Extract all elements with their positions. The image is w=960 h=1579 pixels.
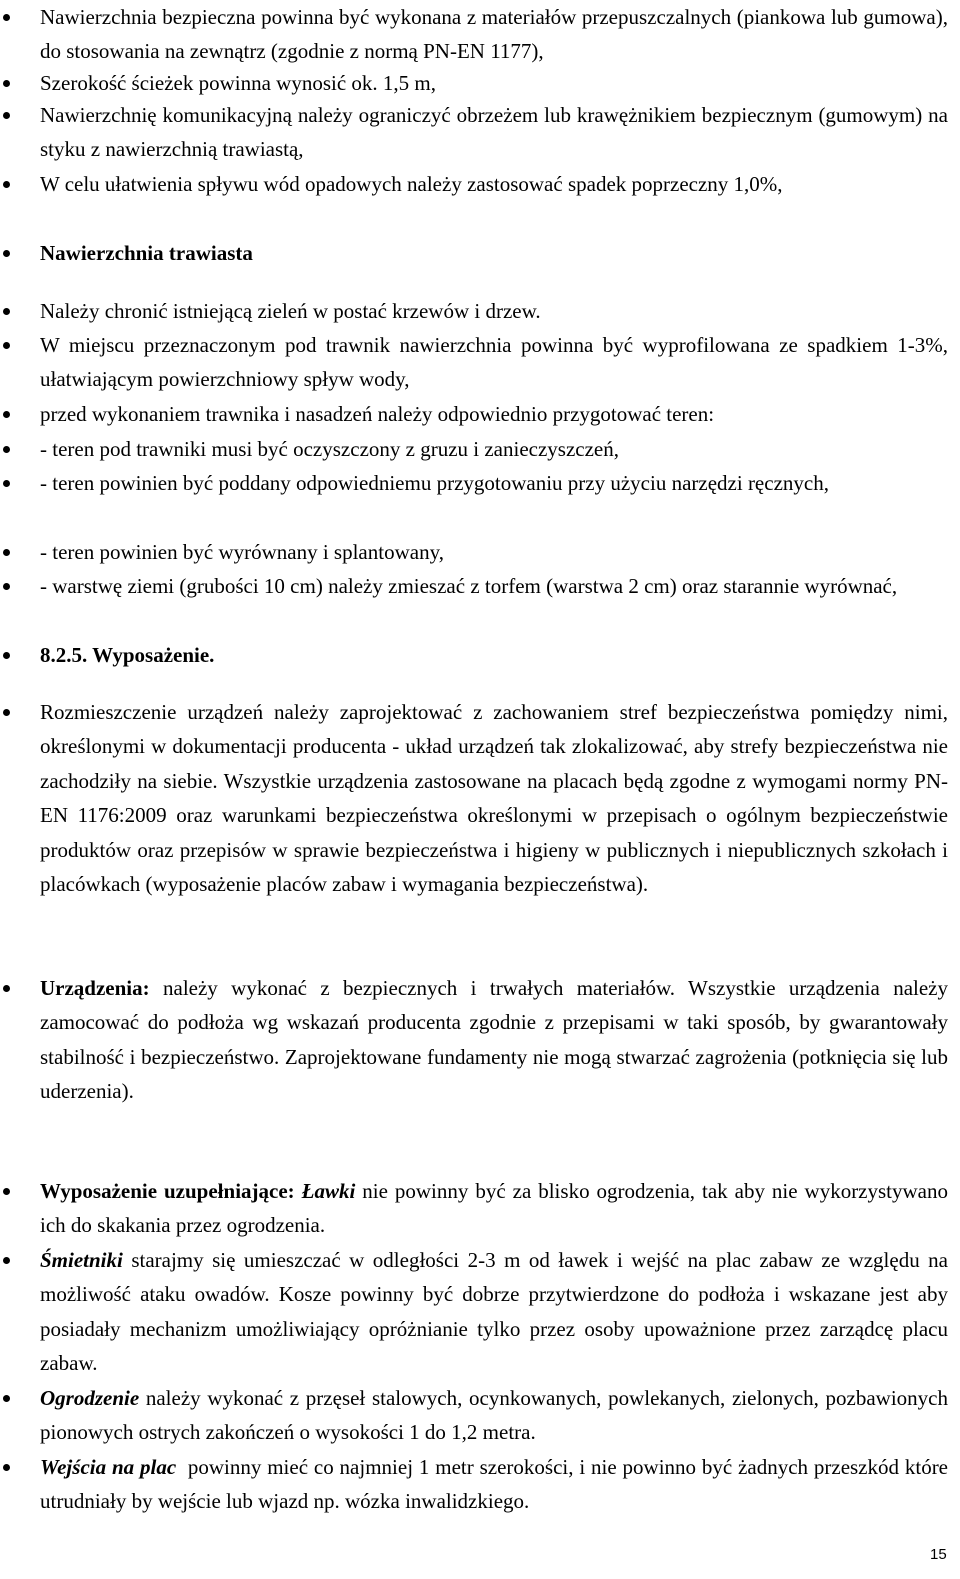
page-number: 15 <box>930 1546 947 1563</box>
list-item-text: przed wykonaniem trawnika i nasadzeń należy odpowiednio przygotować teren: <box>40 402 715 426</box>
lead-term: Śmietniki <box>40 1248 123 1272</box>
list-item-text: - teren pod trawniki musi być oczyszczony z gruzu i zanieczyszczeń, <box>40 437 619 461</box>
list-item-text: - teren powinien być poddany odpowiedniemu przygotowaniu przy użyciu narzędzi ręcznych, <box>40 471 829 495</box>
bullet-icon <box>3 583 10 590</box>
lead-term: Wejścia na plac <box>40 1455 177 1479</box>
body-text: starajmy się umieszczać w odległości 2-3 m od ławek i wejść na plac zabaw ze względu na możliwość ataku owadów. Kosze powinny być dobrze przytwierdzone do podłoża i wskazane jest aby posiadały mechanizm umożliwiający opróżnianie tylko przez osoby upoważnione przez zarządcę placu zabaw. <box>40 1248 948 1376</box>
section-heading: Nawierzchnia trawiasta <box>40 241 253 265</box>
lead-term: Ogrodzenie <box>40 1386 140 1410</box>
list-item-text: Rozmieszczenie urządzeń należy zaprojektować z zachowaniem stref bezpieczeństwa pomiędzy nimi, określonymi w dokumentacji producenta - układ urządzeń tak zlokalizować, aby strefy bezpieczeństwa nie zachodziły na siebie. Wszystkie urządzenia zastosowane na placach będą zgodne z wymogami normy PN-EN 1176:2009 oraz warunkami bezpieczeństwa określonymi w przepisach o ogólnym bezpieczeństwie produktów oraz przepisów w sprawie bezpieczeństwa i higieny w publicznych i niepublicznych szkołach i placówkach (wyposażenie placów zabaw i wymagania bezpieczeństwa). <box>40 700 948 897</box>
list-item-text <box>40 1450 954 1519</box>
body-text: należy wykonać z bezpiecznych i trwałych materiałów. Wszystkie urządzenia należy zamocować do podłoża wg wskazań producenta zgodnie z przepisami w taki sposób, by gwarantowały stabilność i bezpieczeństwo. Zaprojektowane fundamenty nie mogą stwarzać zagrożenia (potknięcia się lub uderzenia). <box>40 976 948 1104</box>
bullet-icon <box>3 308 10 315</box>
list-item-text: Nawierzchnię komunikacyjną należy ograniczyć obrzeżem lub krawężnikiem bezpiecznym (gumowym) na styku z nawierzchnią trawiastą, <box>40 103 948 162</box>
bullet-icon <box>3 80 10 87</box>
bullet-icon <box>3 446 10 453</box>
bullet-icon <box>3 1464 10 1471</box>
lead-label: Wyposażenie uzupełniające: <box>40 1179 295 1203</box>
list-item-text: Nawierzchnia bezpieczna powinna być wykonana z materiałów przepuszczalnych (piankowa lub gumowa), do stosowania na zewnątrz (zgodnie z normą PN-EN 1177), <box>40 5 948 64</box>
bullet-icon <box>3 14 10 21</box>
bullet-icon <box>3 1188 10 1195</box>
list-item-text <box>40 1381 948 1450</box>
bullet-icon <box>3 411 10 418</box>
lead-term: Ławki <box>301 1179 356 1203</box>
bullet-icon <box>3 1395 10 1402</box>
bullet-icon <box>3 549 10 556</box>
bullet-icon <box>3 480 10 487</box>
list-item-text: W celu ułatwienia spływu wód opadowych należy zastosować spadek poprzeczny 1,0%, <box>40 172 783 196</box>
list-item-text: W miejscu przeznaczonym pod trawnik nawierzchnia powinna być wyprofilowana ze spadkiem 1-3%, ułatwiającym powierzchniowy spływ wody, <box>40 333 948 392</box>
bullet-icon <box>3 1257 10 1264</box>
section-heading: 8.2.5. Wyposażenie. <box>40 643 215 667</box>
bullet-icon <box>3 652 10 659</box>
list-item-text <box>40 1243 948 1381</box>
bullet-icon <box>3 709 10 716</box>
bullet-icon <box>3 342 10 349</box>
list-item-text: Należy chronić istniejącą zieleń w postać krzewów i drzew. <box>40 299 541 323</box>
body-text: powinny mieć co najmniej 1 metr szerokości, i nie powinno być żadnych przeszkód które utrudniały by wejście lub wjazd np. wózka inwalidzkiego. <box>40 1455 954 1514</box>
body-text: należy wykonać z przęseł stalowych, ocynkowanych, powlekanych, zielonych, pozbawionych pionowych ostrych zakończeń o wysokości 1 do 1,2 metra. <box>40 1386 948 1445</box>
bullet-icon <box>3 985 10 992</box>
body-text: nie powinny być za blisko ogrodzenia, tak aby nie wykorzystywano ich do skakania przez ogrodzenia. <box>40 1179 948 1238</box>
bullet-icon <box>3 112 10 119</box>
bullet-icon <box>3 250 10 257</box>
list-item-text: - teren powinien być wyrównany i splantowany, <box>40 540 444 564</box>
bullet-icon <box>3 181 10 188</box>
list-item-text <box>40 971 948 1109</box>
lead-label: Urządzenia: <box>40 976 150 1000</box>
list-item-text: Szerokość ścieżek powinna wynosić ok. 1,5 m, <box>40 71 436 95</box>
list-item-text: - warstwę ziemi (grubości 10 cm) należy zmieszać z torfem (warstwa 2 cm) oraz starannie wyrównać, <box>40 574 898 598</box>
list-item-text <box>40 1174 948 1243</box>
